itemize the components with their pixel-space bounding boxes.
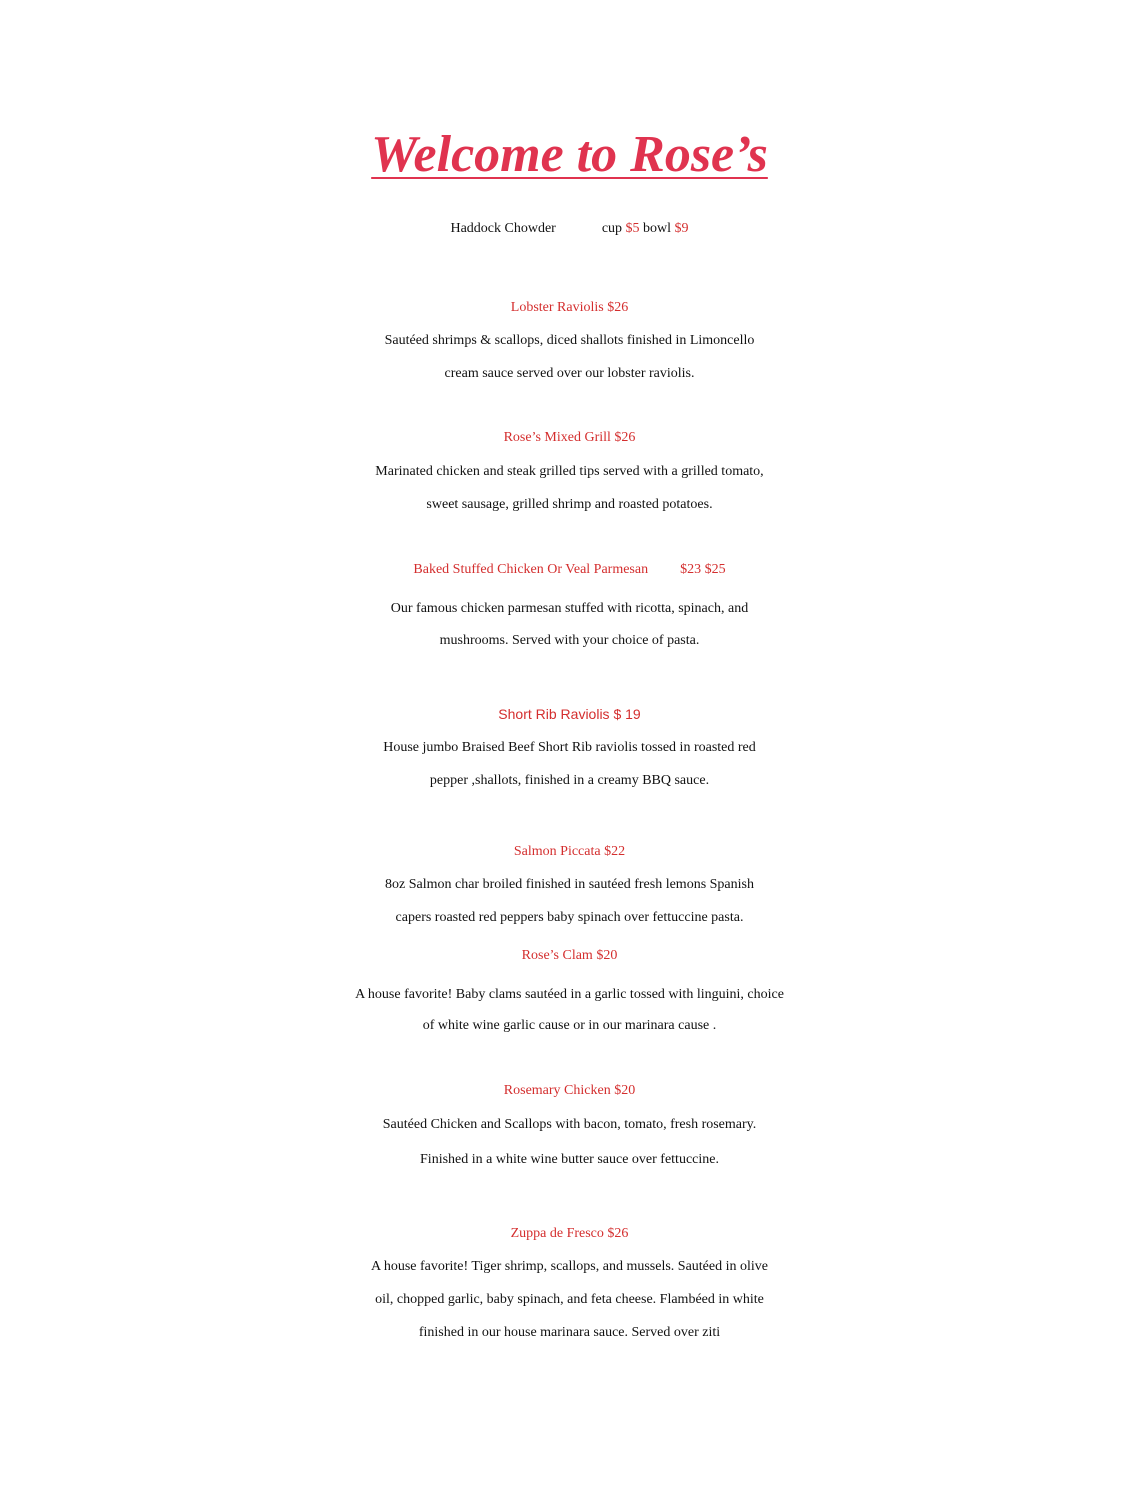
chowder-cup-price: $5 (625, 221, 640, 236)
chowder-cup-label: cup (601, 221, 623, 236)
item-name: Short Rib Raviolis $ 19 (498, 706, 641, 722)
item-name: Lobster Raviolis $26 (510, 300, 629, 315)
item-description-line: A house favorite! Tiger shrimp, scallops, and mussels. Sautéed in olive (370, 1259, 768, 1274)
item-description-line: Sautéed shrimps & scallops, diced shallots finished in Limoncello (384, 333, 755, 348)
item-description-line: 8oz Salmon char broiled finished in sautéed fresh lemons Spanish (385, 877, 754, 892)
item-name-with-price (0, 553, 1139, 587)
item-name: Rosemary Chicken $20 (503, 1083, 636, 1098)
page-title: Welcome to Rose’s (371, 126, 768, 183)
item-description-line: Marinated chicken and steak grilled tips served with a grilled tomato, (375, 464, 764, 479)
item-description-line: Finished in a white wine butter sauce over fettuccine. (420, 1152, 719, 1167)
chowder-line (0, 212, 1139, 246)
item-description-line: sweet sausage, grilled shrimp and roasted potatoes. (426, 497, 713, 512)
chowder-bowl-price: $9 (674, 221, 689, 236)
item-description-line: of white wine garlic cause or in our marinara cause . (422, 1018, 717, 1033)
item-name: Baked Stuffed Chicken Or Veal Parmesan (413, 562, 649, 577)
item-name: Zuppa de Fresco $26 (510, 1226, 629, 1241)
item-name: Salmon Piccata $22 (513, 844, 626, 859)
item-name: Rose’s Mixed Grill $26 (503, 430, 636, 445)
item-description-line: House jumbo Braised Beef Short Rib raviolis tossed in roasted red (383, 740, 756, 755)
chowder-bowl-label: bowl (643, 221, 672, 236)
item-price: $23 $25 (680, 562, 726, 577)
item-description-line: finished in our house marinara sauce. Served over ziti (418, 1325, 721, 1340)
item-description-line: mushrooms. Served with your choice of pasta. (439, 633, 700, 648)
chowder-name: Haddock Chowder (450, 221, 556, 236)
item-description-line: oil, chopped garlic, baby spinach, and feta cheese. Flambéed in white (375, 1292, 764, 1307)
item-description-line: Our famous chicken parmesan stuffed with ricotta, spinach, and (390, 601, 749, 616)
item-description-line: Sautéed Chicken and Scallops with bacon, tomato, fresh rosemary. (382, 1117, 757, 1132)
item-name: Rose’s Clam $20 (521, 948, 618, 963)
item-description-line: capers roasted red peppers baby spinach over fettuccine pasta. (395, 910, 744, 925)
item-description-line: pepper ,shallots, finished in a creamy BBQ sauce. (429, 773, 710, 788)
item-description-line: A house favorite! Baby clams sautéed in a garlic tossed with linguini, choice (355, 987, 784, 1002)
item-description-line: cream sauce served over our lobster raviolis. (444, 366, 695, 381)
